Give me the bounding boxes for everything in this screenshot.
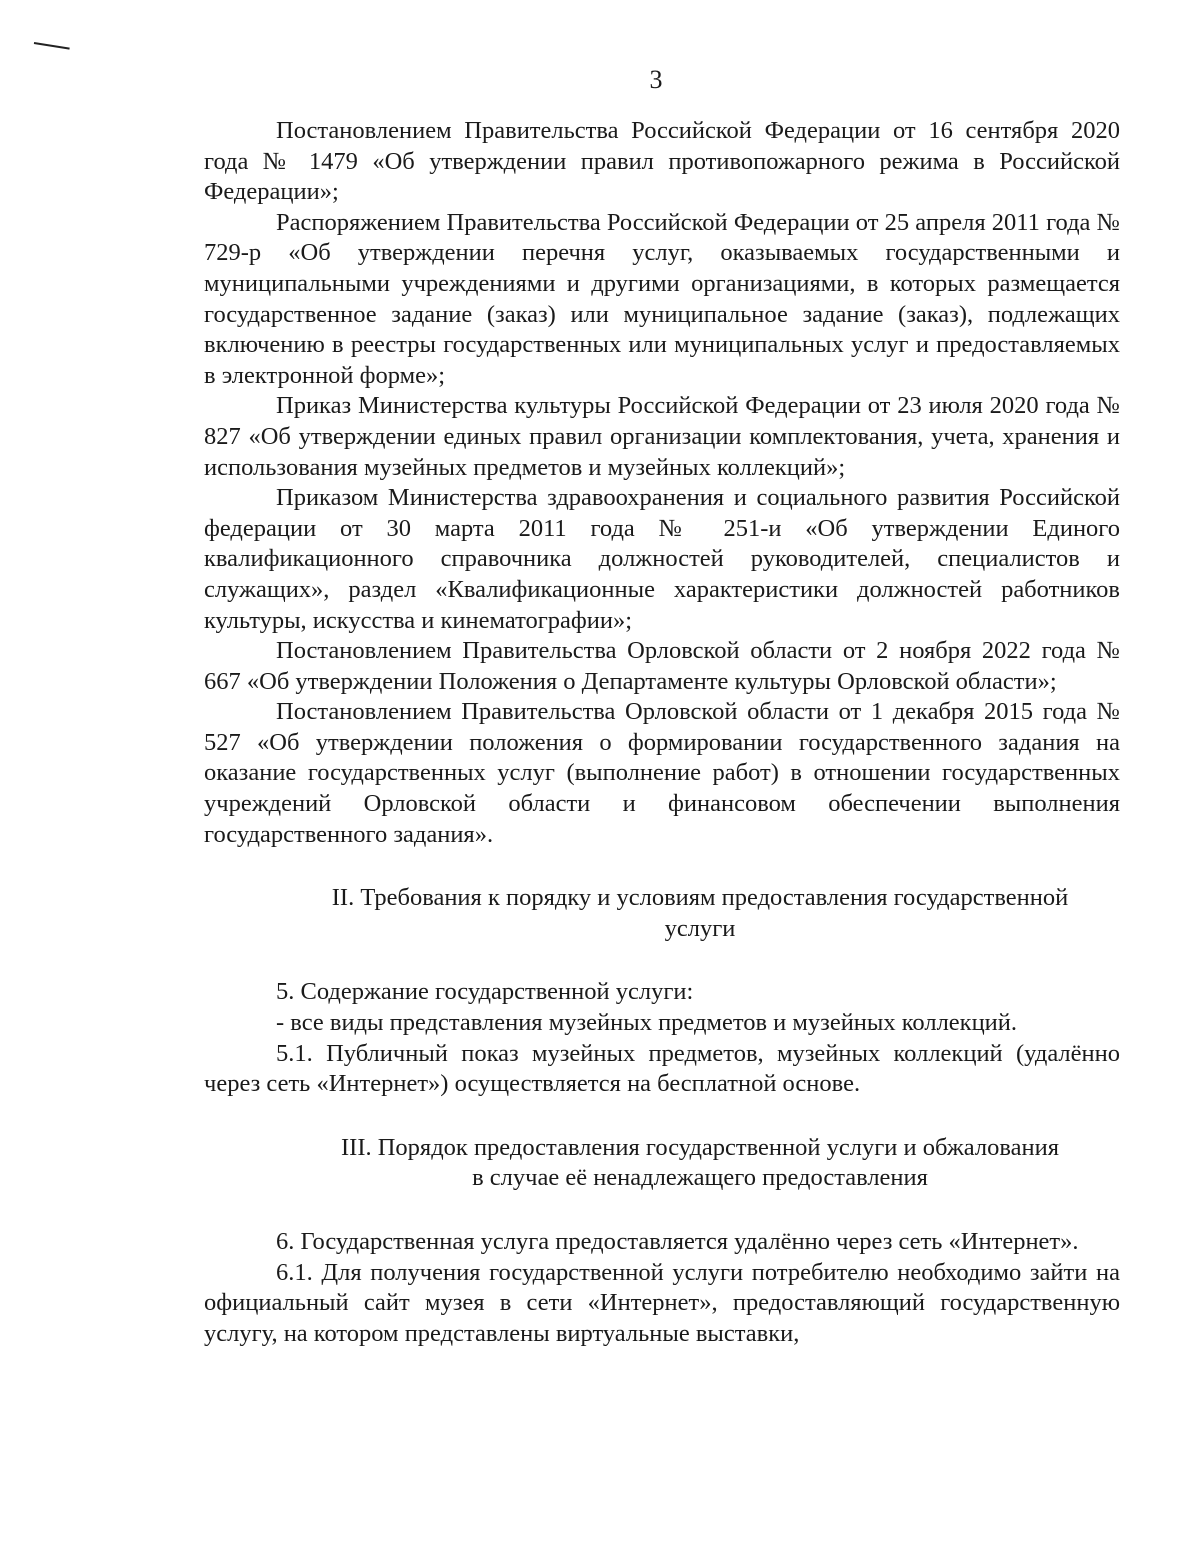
section-2-title-line-1: II. Требования к порядку и условиям предоставления государственной bbox=[331, 884, 1069, 912]
paragraph-qualification-handbook: Приказом Министерства здравоохранения и социального развития Российской федерации от 30 марта 2011 года № 251-и «Об утверждении Единого квалификационного справочника должностей руководителей, специалистов и служащих», раздел «Квалификационные характеристики должностей работников культуры, искусства и кинематографии»; bbox=[204, 484, 1120, 634]
paragraph-service-content: 5. Содержание государственной услуги: bbox=[276, 978, 694, 1006]
paragraph-fire-regulation: Постановлением Правительства Российской Федерации от 16 сентября 2020 года № 1479 «Об утверждении правил противопожарного режима в Российской Федерации»; bbox=[204, 117, 1120, 206]
paragraph-state-assignment: Постановлением Правительства Орловской области от 1 декабря 2015 года № 527 «Об утверждении положения о формировании государственного задания на оказание государственных услуг (выполнение работ) в отношении государственных учреждений Орловской области и финансовом обеспечении выполнения государственного задания». bbox=[204, 698, 1120, 848]
document-body bbox=[204, 116, 1120, 1349]
paragraph-remote-service: 6. Государственная услуга предоставляется удалённо через сеть «Интернет». bbox=[276, 1228, 1079, 1255]
scan-mark bbox=[34, 42, 70, 50]
section-3-title bbox=[280, 1133, 1120, 1194]
section-2-title-line-2: услуги bbox=[664, 914, 736, 942]
paragraph-museum-rules: Приказ Министерства культуры Российской Федерации от 23 июля 2020 года № 827 «Об утверждении единых правил организации комплектования, учета, хранения и использования музейных предметов и музейных коллекций»; bbox=[204, 392, 1120, 481]
section-2-title bbox=[280, 883, 1120, 944]
paragraph-public-display: 5.1. Публичный показ музейных предметов, музейных коллекций (удалённо через сеть «Интернет») осуществляется на бесплатной основе. bbox=[204, 1039, 1120, 1098]
paragraph-services-list: Распоряжением Правительства Российской Федерации от 25 апреля 2011 года № 729-р «Об утверждении перечня услуг, оказываемых государственными и муниципальными учреждениями и другими организациями, в которых размещается государственное задание (заказ) или муниципальное задание (заказ), подлежащих включению в реестры государственных или муниципальных услуг и предоставляемых в электронной форме»; bbox=[204, 208, 1120, 389]
section-3-title-line-2: в случае её ненадлежащего предоставления bbox=[472, 1164, 928, 1192]
paragraph-service-kinds: - все виды представления музейных предметов и музейных коллекций. bbox=[276, 1009, 1018, 1037]
paragraph-culture-department: Постановлением Правительства Орловской области от 2 ноября 2022 года № 667 «Об утверждении Положения о Департаменте культуры Орловской области»; bbox=[204, 637, 1120, 695]
section-3-title-line-1: III. Порядок предоставления государственной услуги и обжалования bbox=[341, 1133, 1059, 1161]
paragraph-website-access: 6.1. Для получения государственной услуги потребителю необходимо зайти на официальный сайт музея в сети «Интернет», предоставляющий государственную услугу, на котором представлены виртуальные выставки, bbox=[204, 1258, 1120, 1347]
page-number: 3 bbox=[649, 65, 663, 94]
